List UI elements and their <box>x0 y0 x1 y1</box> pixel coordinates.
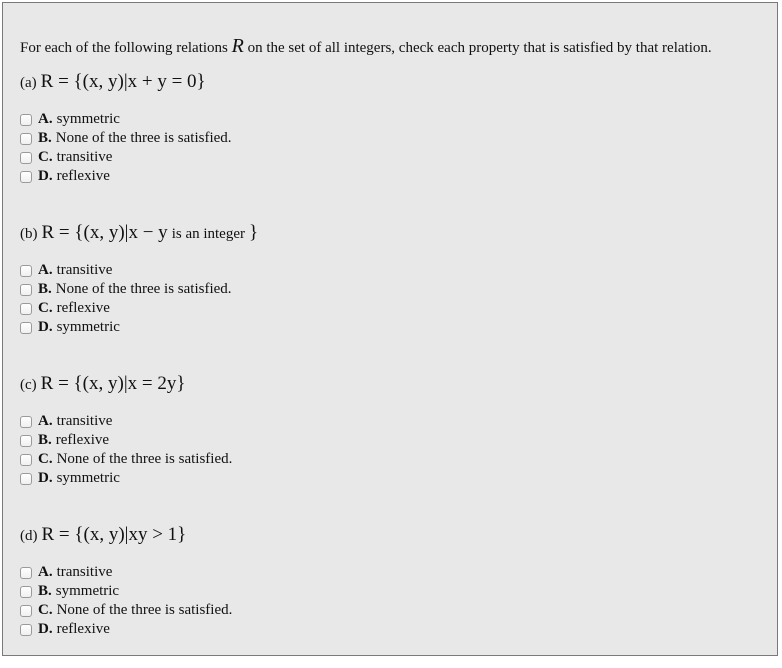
option-letter: A. <box>38 111 53 127</box>
option-letter: D. <box>38 168 53 184</box>
option-letter: C. <box>38 149 53 165</box>
option-letter: D. <box>38 621 53 637</box>
option-letter: C. <box>38 300 53 316</box>
option-text: None of the three is satisfied. <box>55 281 232 297</box>
options-list <box>20 563 232 639</box>
part-label: (d) <box>20 528 38 544</box>
checkbox[interactable] <box>20 416 32 428</box>
option-text: transitive <box>56 262 113 278</box>
checkbox[interactable] <box>20 624 32 636</box>
option-b[interactable] <box>20 582 232 601</box>
option-letter: C. <box>38 602 53 618</box>
relation-expression: R = {(x, y)|x − y <box>41 222 168 243</box>
option-b[interactable] <box>20 431 232 450</box>
relation-expression-end: } <box>249 222 259 243</box>
option-text: reflexive <box>56 300 110 316</box>
relation-expression: R = {(x, y)|xy > 1} <box>41 524 187 545</box>
checkbox[interactable] <box>20 152 32 164</box>
option-text: None of the three is satisfied. <box>56 451 233 467</box>
option-letter: D. <box>38 319 53 335</box>
option-letter: B. <box>38 281 52 297</box>
part-label: (c) <box>20 377 37 393</box>
checkbox[interactable] <box>20 605 32 617</box>
option-letter: B. <box>38 130 52 146</box>
relation-condition-text: is an integer <box>171 226 245 242</box>
option-text: transitive <box>56 413 113 429</box>
checkbox[interactable] <box>20 133 32 145</box>
part-label: (a) <box>20 75 37 91</box>
option-c[interactable] <box>20 450 232 469</box>
checkbox[interactable] <box>20 322 32 334</box>
relation-symbol: R <box>231 35 244 57</box>
question-a <box>20 71 232 184</box>
checkbox[interactable] <box>20 265 32 277</box>
question-b-header <box>20 222 258 245</box>
option-text: reflexive <box>55 432 110 448</box>
option-text: None of the three is satisfied. <box>56 602 233 618</box>
option-letter: B. <box>38 583 52 599</box>
option-letter: D. <box>38 470 53 486</box>
option-a[interactable] <box>20 412 232 431</box>
option-d[interactable] <box>20 469 232 488</box>
relation-expression: R = {(x, y)|x = 2y} <box>40 373 186 394</box>
question-d-header <box>20 524 186 547</box>
question-a-header <box>20 71 206 94</box>
instructions-after: on the set of all integers, check each property that is satisfied by that relation. <box>247 40 712 56</box>
option-letter: C. <box>38 451 53 467</box>
option-c[interactable] <box>20 299 232 318</box>
relation-expression: R = {(x, y)|x + y = 0} <box>40 71 206 92</box>
checkbox[interactable] <box>20 586 32 598</box>
question-d <box>20 524 233 637</box>
option-letter: A. <box>38 564 53 580</box>
checkbox[interactable] <box>20 171 32 183</box>
option-b[interactable] <box>20 280 232 299</box>
option-text: symmetric <box>56 470 120 486</box>
option-b[interactable] <box>20 129 232 148</box>
option-letter: A. <box>38 262 53 278</box>
checkbox[interactable] <box>20 303 32 315</box>
option-text: None of the three is satisfied. <box>55 130 232 146</box>
checkbox[interactable] <box>20 473 32 485</box>
instructions <box>20 36 712 58</box>
option-text: symmetric <box>56 319 120 335</box>
option-d[interactable] <box>20 167 232 186</box>
part-label: (b) <box>20 226 38 242</box>
options-list <box>20 261 232 337</box>
instructions-before: For each of the following relations <box>20 40 228 56</box>
option-d[interactable] <box>20 318 232 337</box>
question-c <box>20 373 233 486</box>
option-c[interactable] <box>20 601 232 620</box>
option-letter: A. <box>38 413 53 429</box>
option-text: transitive <box>56 564 113 580</box>
option-a[interactable] <box>20 261 232 280</box>
checkbox[interactable] <box>20 114 32 126</box>
options-list <box>20 110 232 186</box>
checkbox[interactable] <box>20 284 32 296</box>
question-c-header <box>20 373 185 396</box>
option-text: reflexive <box>56 621 110 637</box>
question-b <box>20 222 259 335</box>
option-a[interactable] <box>20 110 232 129</box>
options-list <box>20 412 232 488</box>
option-text: transitive <box>56 149 113 165</box>
option-text: symmetric <box>55 583 120 599</box>
option-a[interactable] <box>20 563 232 582</box>
checkbox[interactable] <box>20 435 32 447</box>
option-text: reflexive <box>56 168 110 184</box>
option-text: symmetric <box>56 111 120 127</box>
option-c[interactable] <box>20 148 232 167</box>
checkbox[interactable] <box>20 567 32 579</box>
option-d[interactable] <box>20 620 232 639</box>
option-letter: B. <box>38 432 52 448</box>
question-panel <box>2 2 778 656</box>
checkbox[interactable] <box>20 454 32 466</box>
